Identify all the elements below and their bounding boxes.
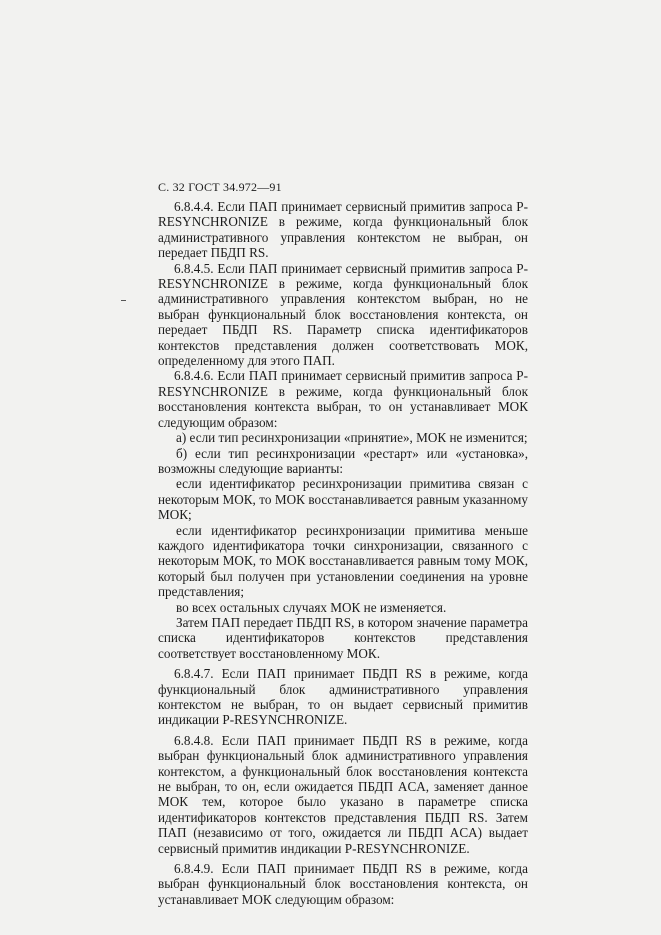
variant-3: во всех остальных случаях МОК не изменяется. — [176, 599, 447, 615]
margin-mark — [121, 300, 126, 301]
paragraph-then: Затем ПАП передает ПБДП RS, в котором значение параметра списка идентификаторов контекстов представления соответствует восстановленному МОК. — [158, 614, 528, 661]
page-header: С. 32 ГОСТ 34.972—91 — [158, 180, 282, 194]
paragraph-6-8-4-5: 6.8.4.5. Если ПАП принимает сервисный примитив запроса P-RESYNCHRONIZE в режиме, когда функциональный блок административного управления контекстом выбран, но не выбран функциональный блок восстановления контекста, он передает ПБДП RS. Параметр списка идентификаторов контекстов представления должен соответствовать МОК, определенному для этого ПАП. — [158, 260, 528, 369]
paragraph-6-8-4-4: 6.8.4.4. Если ПАП принимает сервисный примитив запроса P-RESYNCHRONIZE в режиме, когда функциональный блок административного управления контекстом не выбран, он передает ПБДП RS. — [158, 199, 528, 261]
list-item-b: б) если тип ресинхронизации «рестарт» или «установка», возможны следующие варианты: — [158, 445, 528, 476]
page-body — [158, 199, 528, 907]
paragraph-6-8-4-8: 6.8.4.8. Если ПАП принимает ПБДП RS в режиме, когда выбран функциональный блок административного управления контекстом, а функциональный блок восстановления контекста не выбран, то он, если ожидается ПБДП ACA, заменяет данное МОК тем, которое было указано в параметре списка идентификаторов контекстов представления ПБДП RS. Затем ПАП (независимо от того, ожидается ли ПБДП ACA) выдает сервисный примитив индикации P-RESYNCHRONIZE. — [158, 732, 528, 856]
paragraph-6-8-4-7: 6.8.4.7. Если ПАП принимает ПБДП RS в режиме, когда функциональный блок административного управления контекстом не выбран, то он выдает сервисный примитив индикации P-RESYNCHRONIZE. — [158, 666, 528, 728]
list-item-a: а) если тип ресинхронизации «принятие», МОК не изменится; — [176, 430, 528, 446]
paragraph-6-8-4-9: 6.8.4.9. Если ПАП принимает ПБДП RS в режиме, когда выбран функциональный блок восстановления контекста, он устанавливает МОК следующим образом: — [158, 861, 528, 907]
variant-1: если идентификатор ресинхронизации примитива связан с некоторым МОК, то МОК восстанавливается равным указанному МОК; — [158, 476, 528, 523]
paragraph-6-8-4-6: 6.8.4.6. Если ПАП принимает сервисный примитив запроса P-RESYNCHRONIZE в режиме, когда функциональный блок восстановления контекста выбран, то он устанавливает МОК следующим образом: — [158, 368, 528, 430]
variant-2: если идентификатор ресинхронизации примитива меньше каждого идентификатора точки синхронизации, связанного с некоторым МОК, то МОК восстанавливается равным тому МОК, который был получен при установлении соединения на уровне представления; — [158, 522, 528, 600]
